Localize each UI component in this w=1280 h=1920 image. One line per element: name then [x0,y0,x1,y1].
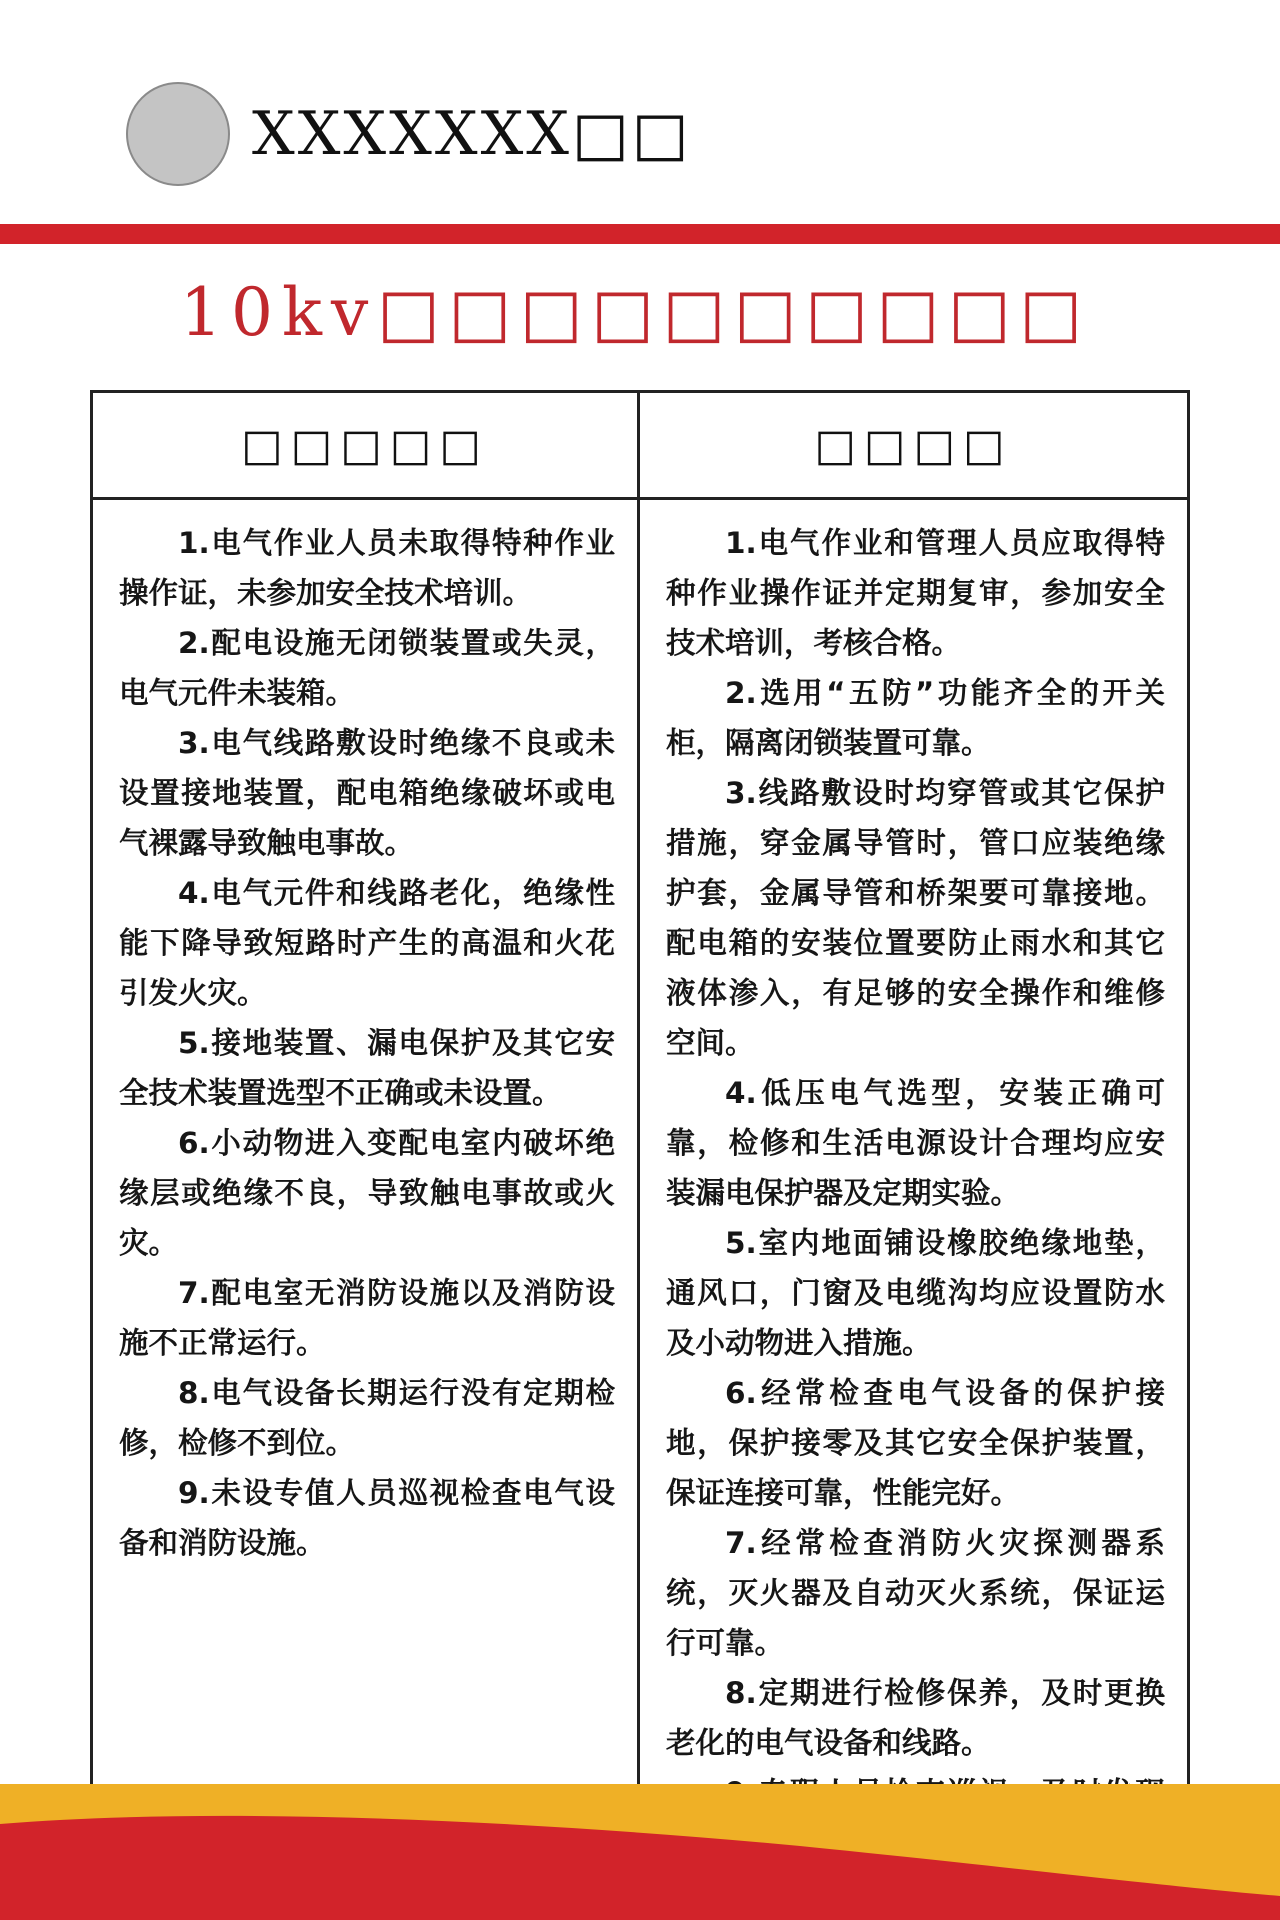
safety-table [90,390,1190,1788]
hazard-item: 8.电气设备长期运行没有定期检修，检修不到位。 [119,1376,615,1460]
measures-column [640,393,1187,1785]
measure-item: 8.定期进行检修保养，及时更换老化的电气设备和线路。 [666,1676,1165,1760]
hazard-item: 7.配电室无消防设施以及消防设施不正常运行。 [119,1276,615,1360]
measure-item: 7.经常检查消防火灾探测器系统，灭火器及自动灭火系统，保证运行可靠。 [666,1526,1165,1660]
measure-item: 2.选用“五防”功能齐全的开关柜，隔离闭锁装置可靠。 [666,676,1165,760]
hazard-item: 5.接地装置、漏电保护及其它安全技术装置选型不正确或未设置。 [119,1026,615,1110]
hazard-item: 1.电气作业人员未取得特种作业操作证，未参加安全技术培训。 [119,526,615,610]
hazard-item: 9.未设专值人员巡视检查电气设备和消防设施。 [119,1476,615,1560]
measure-item: 4.低压电气选型，安装正确可靠，检修和生活电源设计合理均应安装漏电保护器及定期实验。 [666,1076,1165,1210]
hazards-list [93,500,637,1785]
hazards-column [93,393,640,1785]
measure-item: 5.室内地面铺设橡胶绝缘地垫，通风口，门窗及电缆沟均应设置防水及小动物进入措施。 [666,1226,1165,1360]
hazards-column-header: □□□□□ [93,393,637,500]
hazard-item: 4.电气元件和线路老化，绝缘性能下降导致短路时产生的高温和火花引发火灾。 [119,876,615,1010]
hazard-item: 6.小动物进入变配电室内破坏绝缘层或绝缘不良，导致触电事故或火灾。 [119,1126,615,1260]
hazard-item: 3.电气线路敷设时绝缘不良或未设置接地装置，配电箱绝缘破坏或电气裸露导致触电事故。 [119,726,615,860]
measures-list [640,500,1187,1882]
company-name: XXXXXXX□□ [252,99,692,169]
hazard-item: 2.配电设施无闭锁装置或失灵，电气元件未装箱。 [119,626,615,710]
measure-item: 3.线路敷设时均穿管或其它保护措施，穿金属导管时，管口应装绝缘护套，金属导管和桥架要可靠接地。配电箱的安装位置要防止雨水和其它液体渗入，有足够的安全操作和维修空间。 [666,776,1165,1060]
page-title: 10kv□□□□□□□□□□ [180,274,1091,351]
measure-item: 6.经常检查电气设备的保护接地，保护接零及其它安全保护装置，保证连接可靠，性能完好。 [666,1376,1165,1510]
measure-item: 1.电气作业和管理人员应取得特种作业操作证并定期复审，参加安全技术培训，考核合格。 [666,526,1165,660]
measures-column-header: □□□□ [640,393,1187,500]
company-logo [126,82,230,186]
header-divider-band [0,224,1280,244]
bottom-wave-decoration [0,1784,1280,1920]
